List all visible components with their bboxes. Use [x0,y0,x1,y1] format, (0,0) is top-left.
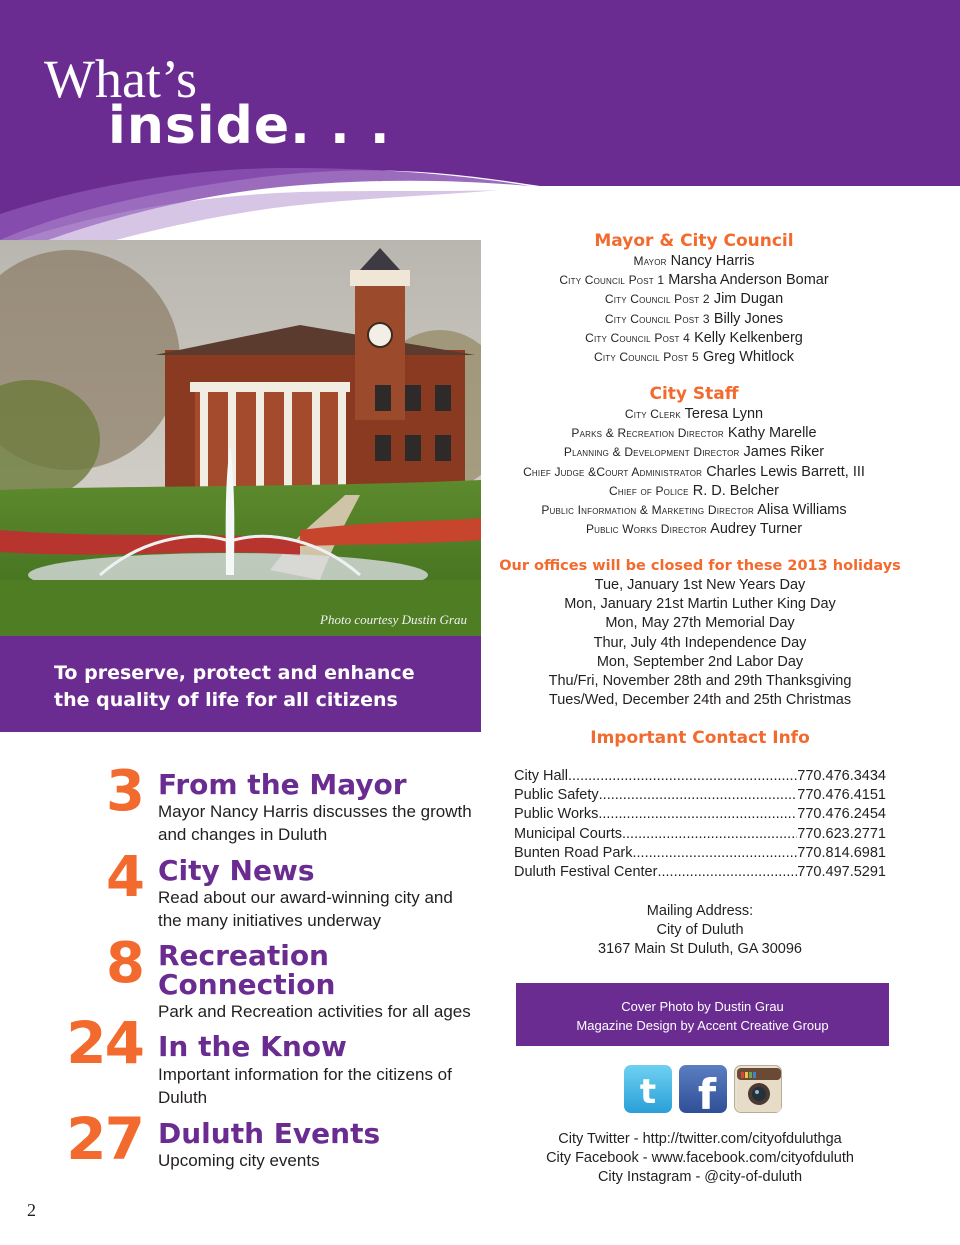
person-role: City Clerk [624,407,681,421]
person-row [474,443,914,462]
toc-page-number: 24 [66,1009,143,1077]
person-name: Kathy Marelle [727,425,817,442]
toc-title: From the Mayor [158,768,407,801]
council-section [474,230,914,367]
holiday-item: Thu/Fri, November 28th and 29th Thanksgiving [548,673,852,690]
person-role: City Council Post 3 [604,311,710,326]
contact-row [514,825,886,844]
person-name: Kelly Kelkenberg [694,329,803,346]
instagram-link[interactable]: City Instagram - @city-of-duluth [597,1169,803,1186]
contact-label: Municipal Courts [514,825,622,842]
svg-text:f: f [697,1070,717,1113]
staff-heading: City Staff [649,384,739,404]
person-name: James Riker [743,444,825,461]
cover-photo [0,240,481,636]
person-row [474,271,914,290]
person-role: Planning & Development Director [563,445,740,460]
person-row [474,520,914,539]
staff-list [474,405,914,539]
person-name: R. D. Belcher [692,482,779,499]
toc-title: In the Know [158,1030,347,1063]
contact-row [514,863,886,882]
person-role: Public Works Director [585,522,707,537]
page-title-line1: What’s [44,49,197,109]
person-name: Nancy Harris [670,253,755,269]
mission-line-2: the quality of life for all citizens [54,689,398,711]
contact-label: Duluth Festival Center [514,864,658,881]
contact-heading-wrap [480,727,920,749]
mission-statement [0,636,481,732]
leader-dots [657,863,797,882]
twitter-bird-glyph [624,1065,672,1113]
contact-row [514,786,886,805]
mailing-name: City of Duluth [656,922,744,939]
contact-phone[interactable]: 770.497.5291 [797,864,886,881]
holidays-section [480,557,920,710]
person-row [474,310,914,329]
cover-photo-credit: Cover Photo by Dustin Grau [621,999,784,1014]
toc-page-number: 8 [106,931,143,996]
contact-phone[interactable]: 770.476.2454 [797,806,886,823]
twitter-icon[interactable] [624,1065,672,1113]
person-role: City Council Post 2 [604,292,710,307]
contact-phone[interactable]: 770.623.2771 [797,825,886,842]
council-list [474,252,914,367]
contact-list [514,767,886,882]
toc-title-line1: Recreation [158,939,329,972]
person-role: City Council Post 1 [559,273,665,288]
leader-dots [599,786,798,805]
mailing-street: 3167 Main St Duluth, GA 30096 [598,941,802,958]
person-row [474,252,914,271]
toc-description: Important information for the citizens of Duluth [158,1065,452,1107]
leader-dots [568,767,797,786]
holiday-item: Thur, July 4th Independence Day [593,634,807,651]
facebook-link[interactable]: City Facebook - www.facebook.com/cityofduluth [546,1150,854,1167]
person-name: Charles Lewis Barrett, III [706,463,865,480]
toc-description: Upcoming city events [158,1151,320,1170]
instagram-camera-glyph [735,1066,783,1114]
facebook-icon[interactable] [679,1065,727,1113]
photo-credit: Photo courtesy Dustin Grau [320,612,467,627]
staff-section [474,383,914,539]
holiday-item: Tue, January 1st New Years Day [594,577,806,593]
person-name: Jim Dugan [713,291,784,308]
contact-label: City Hall [514,768,568,784]
svg-text:t: t [639,1072,657,1112]
holiday-item: Mon, May 27th Memorial Day [605,615,795,632]
toc-title: Duluth Events [158,1117,381,1150]
contact-phone[interactable]: 770.476.4151 [797,787,886,804]
person-row [474,329,914,348]
instagram-icon[interactable] [734,1065,782,1113]
holiday-list [480,576,920,710]
person-role: Chief of Police [609,483,689,498]
leader-dots [633,844,798,863]
contact-label: Bunten Road Park [514,844,633,861]
council-heading: Mayor & City Council [594,231,794,251]
person-role: Public Information & Marketing Director [541,503,754,518]
mission-line-1: To preserve, protect and enhance [54,662,415,684]
facebook-f-glyph [679,1065,727,1113]
contact-heading: Important Contact Info [590,728,810,748]
person-row [474,424,914,443]
holiday-item: Tues/Wed, December 24th and 25th Christmas [548,692,852,709]
toc-description: Read about our award-winning city and the many initiatives underway [158,888,453,930]
mailing-label: Mailing Address: [646,903,754,919]
person-role: City Council Post 4 [585,330,691,345]
holiday-item: Mon, January 21st Martin Luther King Day [564,596,836,613]
contact-row [514,767,886,786]
holidays-heading: Our offices will be closed for these 2013 holidays [499,558,901,574]
mailing-address [480,902,920,960]
toc-page-number: 27 [66,1105,143,1173]
page-title-line2: inside. . . [108,96,391,156]
leader-dots [598,805,797,824]
contact-phone[interactable]: 770.476.3434 [797,768,886,784]
leader-dots [622,825,797,844]
person-name: Greg Whitlock [702,349,795,366]
contact-row [514,805,886,824]
contact-phone[interactable]: 770.814.6981 [797,844,886,861]
person-row [474,482,914,501]
city-hall-photo [0,240,481,636]
person-name: Teresa Lynn [684,406,764,422]
person-row [474,348,914,367]
person-row [474,290,914,309]
page-number: 2 [27,1200,36,1220]
person-row [474,501,914,520]
contact-label: Public Safety [514,787,599,804]
toc-page-number: 4 [106,845,143,910]
person-name: Billy Jones [713,310,784,327]
person-role: Parks & Recreation Director [571,426,724,441]
social-links [480,1130,920,1188]
contact-label: Public Works [514,806,599,823]
contact-row [514,844,886,863]
person-row [474,405,914,424]
holiday-item: Mon, September 2nd Labor Day [596,653,804,670]
toc-description: Park and Recreation activities for all ages [158,1002,471,1021]
person-row [474,463,914,482]
toc-title-line2: Connection [158,968,336,1001]
design-credit: Magazine Design by Accent Creative Group [576,1018,829,1033]
person-role: Chief Judge &Court Administrator [523,464,703,479]
person-name: Audrey Turner [710,521,803,538]
toc-title: City News [158,854,315,887]
person-name: Marsha Anderson Bomar [668,272,829,289]
toc-description: Mayor Nancy Harris discusses the growth and changes in Duluth [158,802,472,844]
credits-box [516,983,889,1046]
twitter-link[interactable]: City Twitter - http://twitter.com/cityofduluthga [558,1131,842,1147]
person-name: Alisa Williams [757,502,847,519]
person-role: City Council Post 5 [593,350,699,365]
toc-page-number: 3 [106,759,143,824]
person-role: Mayor [633,254,667,268]
